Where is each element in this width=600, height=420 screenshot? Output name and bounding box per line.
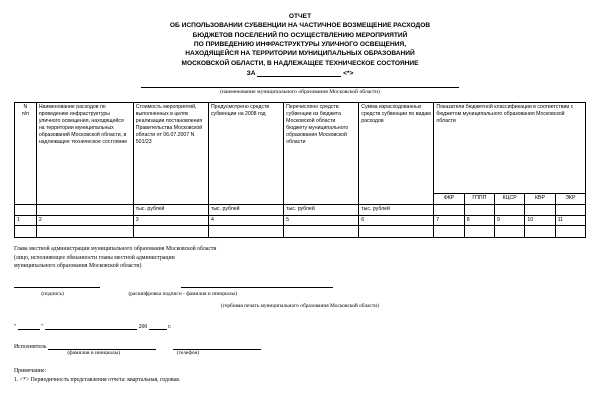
cell-expense-name[interactable] bbox=[36, 226, 133, 238]
signature-block bbox=[14, 245, 586, 270]
col-number-4: 4 bbox=[208, 216, 283, 226]
notes-title: Примечание: bbox=[14, 368, 47, 375]
units-cell-4: тыс. рублей bbox=[208, 205, 283, 216]
date-day-input[interactable] bbox=[18, 321, 40, 330]
title-line-5: НАХОДЯЩЕЙСЯ НА ТЕРРИТОРИИ МУНИЦИПАЛЬНЫХ ОБРАЗОВАНИЙ bbox=[185, 50, 415, 58]
table-column-numbers-row bbox=[15, 216, 586, 226]
header-cell-number: N п/п bbox=[15, 103, 37, 205]
period-footnote: <*> bbox=[343, 70, 354, 78]
units-cell-9 bbox=[495, 205, 525, 216]
subheader-ekr: ЭКР bbox=[555, 194, 585, 205]
cell-fkr[interactable] bbox=[434, 226, 464, 238]
units-cell-1 bbox=[15, 205, 37, 216]
col-number-5: 5 bbox=[284, 216, 359, 226]
report-period-line bbox=[14, 69, 586, 77]
col-number-7: 7 bbox=[434, 216, 464, 226]
organization-caption: (наименование муниципального образования Московской области) bbox=[219, 89, 381, 96]
date-year-suffix: г. bbox=[168, 324, 172, 331]
cell-kvr[interactable] bbox=[525, 226, 555, 238]
col-number-10: 10 bbox=[525, 216, 555, 226]
col-number-3: 3 bbox=[133, 216, 208, 226]
units-cell-6: тыс. рублей bbox=[359, 205, 434, 216]
organization-input[interactable] bbox=[141, 86, 459, 88]
col-number-1: 1 bbox=[15, 216, 37, 226]
date-quote-open: " bbox=[14, 324, 17, 331]
signature-name-caption: (расшифровка подписи - фамилия и инициалы) bbox=[128, 291, 237, 298]
date-month-input[interactable] bbox=[45, 321, 137, 330]
title-line-2: ОБ ИСПОЛЬЗОВАНИИ СУБВЕНЦИИ НА ЧАСТИЧНОЕ ВОЗМЕЩЕНИЕ РАСХОДОВ bbox=[169, 22, 431, 30]
col-number-11: 11 bbox=[555, 216, 585, 226]
date-row bbox=[14, 321, 586, 330]
notes-block bbox=[14, 367, 586, 384]
report-table bbox=[14, 102, 586, 238]
signature-name-input[interactable] bbox=[181, 279, 333, 288]
col-number-2: 2 bbox=[36, 216, 133, 226]
cell-kcsr[interactable] bbox=[495, 226, 525, 238]
units-cell-11 bbox=[555, 205, 585, 216]
title-line-4: ПО ПРИВЕДЕНИЮ ИНФРАСТРУКТУРЫ УЛИЧНОГО ОСВЕЩЕНИЯ, bbox=[193, 41, 407, 49]
seal-caption: (гербовая печать муниципального образования Московской области) bbox=[221, 303, 379, 310]
title-line-1: ОТЧЕТ bbox=[288, 13, 312, 20]
executor-name-caption: (фамилия и инициалы) bbox=[67, 350, 120, 357]
col-number-6: 6 bbox=[359, 216, 434, 226]
cell-transferred[interactable] bbox=[284, 226, 359, 238]
head-position-line-2: (лицо, исполняющее обязанности главы местной администрации bbox=[14, 254, 175, 261]
period-input[interactable] bbox=[257, 69, 341, 77]
table-row[interactable] bbox=[15, 226, 586, 238]
cell-spent[interactable] bbox=[359, 226, 434, 238]
signature-input[interactable] bbox=[14, 279, 100, 288]
executor-row bbox=[14, 341, 586, 350]
cell-number[interactable] bbox=[15, 226, 37, 238]
cell-ekr[interactable] bbox=[555, 226, 585, 238]
signature-fields-row bbox=[14, 279, 586, 291]
title-line-6: МОСКОВСКОЙ ОБЛАСТИ, В НАДЛЕЖАЩЕЕ ТЕХНИЧЕСКОЕ СОСТОЯНИЕ bbox=[181, 59, 419, 67]
head-position-line-3: муниципального образования Московской области) bbox=[14, 262, 142, 269]
units-cell-3: тыс. рублей bbox=[133, 205, 208, 216]
units-cell-7 bbox=[434, 205, 464, 216]
header-cell-transferred: Перечислено средств субвенции из бюджета Московской области бюджету муниципального образования Московской области bbox=[284, 103, 359, 205]
cell-cost[interactable] bbox=[133, 226, 208, 238]
executor-phone-caption: (телефон) bbox=[176, 350, 200, 357]
header-cell-cost: Стоимость мероприятий, выполненных в целях реализации постановления Правительства Московской области от 06.07.2007 N 501/23 bbox=[133, 103, 208, 205]
cell-gppp[interactable] bbox=[464, 226, 494, 238]
executor-captions-row bbox=[14, 350, 586, 356]
header-cell-expense-name: Наименование расходов по проведению инфраструктуры уличного освещения, находящейся на территории муниципальных образований Московской области, в надлежащее техническое состояние bbox=[36, 103, 133, 205]
watermark bbox=[0, 0, 52, 40]
title-line-3: БЮДЖЕТОВ ПОСЕЛЕНИЙ ПО ОСУЩЕСТВЛЕНИЮ МЕРОПРИЯТИЙ bbox=[192, 31, 408, 39]
header-cell-budget-classification: Показатели бюджетной классификации в соответствии с бюджетом муниципального образования Московской области bbox=[434, 103, 586, 194]
subheader-kcsr: КЦСР bbox=[495, 194, 525, 205]
executor-label: Исполнитель bbox=[14, 344, 47, 351]
signature-captions-row bbox=[14, 291, 586, 297]
col-number-8: 8 bbox=[464, 216, 494, 226]
subheader-kvr: КВР bbox=[525, 194, 555, 205]
executor-name-input[interactable] bbox=[48, 341, 156, 350]
units-cell-5: тыс. рублей bbox=[284, 205, 359, 216]
units-cell-8 bbox=[464, 205, 494, 216]
table-units-row bbox=[15, 205, 586, 216]
executor-phone-input[interactable] bbox=[173, 341, 261, 350]
head-position-line-1: Глава местной администрации муниципального образования Московской области bbox=[14, 246, 217, 253]
units-cell-2 bbox=[36, 205, 133, 216]
header-cell-spent: Сумма израсходованных средств субвенции по видам расходов bbox=[359, 103, 434, 205]
header-cell-planned: Предусмотрено средств субвенции на 2008 год bbox=[208, 103, 283, 205]
date-quote-close: " bbox=[41, 324, 44, 331]
period-prefix-label: ЗА bbox=[246, 70, 256, 78]
table-header-row bbox=[15, 103, 586, 194]
cell-planned[interactable] bbox=[208, 226, 283, 238]
notes-item-1: 1. <*> Периодичность представления отчета: квартальная, годовая. bbox=[14, 377, 181, 384]
signature-caption: (подпись) bbox=[41, 291, 64, 298]
document-title bbox=[14, 12, 586, 68]
date-year-prefix: 200 bbox=[138, 324, 148, 331]
organization-block bbox=[14, 86, 586, 95]
subheader-gppp: ГППП bbox=[464, 194, 494, 205]
date-year-input[interactable] bbox=[149, 321, 167, 330]
col-number-9: 9 bbox=[495, 216, 525, 226]
units-cell-10 bbox=[525, 205, 555, 216]
subheader-fkr: ФКР bbox=[434, 194, 464, 205]
